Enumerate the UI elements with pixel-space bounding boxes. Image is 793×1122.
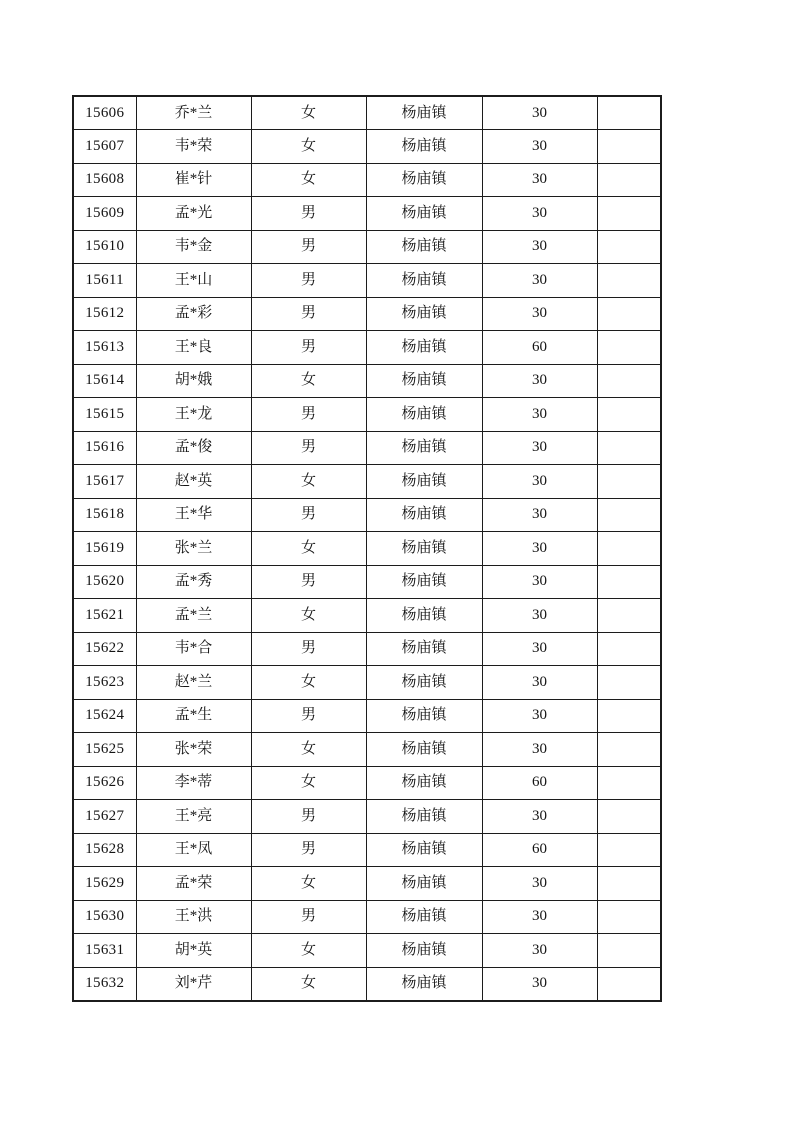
- cell-id: 15610: [73, 230, 136, 264]
- cell-town: 杨庙镇: [366, 264, 482, 298]
- cell-note: [597, 733, 661, 767]
- cell-town: 杨庙镇: [366, 498, 482, 532]
- cell-gender: 女: [251, 967, 366, 1001]
- cell-id: 15607: [73, 130, 136, 164]
- cell-note: [597, 867, 661, 901]
- cell-note: [597, 532, 661, 566]
- table-row: [73, 699, 661, 733]
- cell-id: 15626: [73, 766, 136, 800]
- cell-note: [597, 230, 661, 264]
- cell-id: 15613: [73, 331, 136, 365]
- cell-town: 杨庙镇: [366, 431, 482, 465]
- cell-amount: 30: [482, 465, 597, 499]
- cell-note: [597, 565, 661, 599]
- cell-town: 杨庙镇: [366, 565, 482, 599]
- cell-name: 张*荣: [136, 733, 251, 767]
- cell-name: 王*凤: [136, 833, 251, 867]
- cell-name: 李*蒂: [136, 766, 251, 800]
- cell-id: 15614: [73, 364, 136, 398]
- table-row: [73, 465, 661, 499]
- cell-gender: 男: [251, 264, 366, 298]
- cell-id: 15612: [73, 297, 136, 331]
- cell-note: [597, 934, 661, 968]
- cell-note: [597, 297, 661, 331]
- cell-note: [597, 967, 661, 1001]
- cell-name: 王*龙: [136, 398, 251, 432]
- cell-town: 杨庙镇: [366, 96, 482, 130]
- cell-town: 杨庙镇: [366, 967, 482, 1001]
- cell-name: 韦*合: [136, 632, 251, 666]
- cell-name: 孟*兰: [136, 599, 251, 633]
- cell-town: 杨庙镇: [366, 130, 482, 164]
- cell-amount: 30: [482, 867, 597, 901]
- cell-gender: 女: [251, 733, 366, 767]
- cell-note: [597, 163, 661, 197]
- cell-note: [597, 833, 661, 867]
- table-row: [73, 632, 661, 666]
- cell-gender: 男: [251, 498, 366, 532]
- cell-name: 张*兰: [136, 532, 251, 566]
- cell-amount: 30: [482, 264, 597, 298]
- cell-note: [597, 130, 661, 164]
- cell-name: 乔*兰: [136, 96, 251, 130]
- cell-id: 15611: [73, 264, 136, 298]
- cell-town: 杨庙镇: [366, 833, 482, 867]
- cell-town: 杨庙镇: [366, 331, 482, 365]
- cell-amount: 30: [482, 900, 597, 934]
- cell-gender: 女: [251, 532, 366, 566]
- cell-town: 杨庙镇: [366, 230, 482, 264]
- cell-name: 王*洪: [136, 900, 251, 934]
- cell-name: 孟*秀: [136, 565, 251, 599]
- cell-amount: 30: [482, 398, 597, 432]
- table-row: [73, 967, 661, 1001]
- table-row: [73, 197, 661, 231]
- cell-note: [597, 900, 661, 934]
- cell-note: [597, 599, 661, 633]
- cell-name: 孟*彩: [136, 297, 251, 331]
- cell-amount: 30: [482, 967, 597, 1001]
- cell-gender: 女: [251, 130, 366, 164]
- cell-amount: 30: [482, 130, 597, 164]
- cell-note: [597, 331, 661, 365]
- cell-id: 15620: [73, 565, 136, 599]
- cell-gender: 男: [251, 800, 366, 834]
- cell-gender: 女: [251, 766, 366, 800]
- cell-gender: 男: [251, 833, 366, 867]
- cell-id: 15627: [73, 800, 136, 834]
- cell-town: 杨庙镇: [366, 666, 482, 700]
- cell-town: 杨庙镇: [366, 766, 482, 800]
- cell-note: [597, 465, 661, 499]
- cell-id: 15606: [73, 96, 136, 130]
- cell-town: 杨庙镇: [366, 197, 482, 231]
- cell-gender: 男: [251, 197, 366, 231]
- cell-town: 杨庙镇: [366, 465, 482, 499]
- cell-town: 杨庙镇: [366, 800, 482, 834]
- cell-name: 孟*光: [136, 197, 251, 231]
- table-row: [73, 264, 661, 298]
- table-row: [73, 766, 661, 800]
- cell-amount: 30: [482, 599, 597, 633]
- table-row: [73, 565, 661, 599]
- cell-note: [597, 398, 661, 432]
- table-row: [73, 498, 661, 532]
- table-row: [73, 96, 661, 130]
- cell-id: 15615: [73, 398, 136, 432]
- table-row: [73, 130, 661, 164]
- cell-gender: 女: [251, 934, 366, 968]
- cell-note: [597, 197, 661, 231]
- table-row: [73, 431, 661, 465]
- cell-town: 杨庙镇: [366, 867, 482, 901]
- cell-amount: 30: [482, 431, 597, 465]
- table-row: [73, 800, 661, 834]
- table-row: [73, 230, 661, 264]
- cell-gender: 男: [251, 565, 366, 599]
- cell-town: 杨庙镇: [366, 699, 482, 733]
- cell-town: 杨庙镇: [366, 900, 482, 934]
- cell-id: 15624: [73, 699, 136, 733]
- cell-name: 胡*娥: [136, 364, 251, 398]
- cell-name: 王*山: [136, 264, 251, 298]
- table-row: [73, 867, 661, 901]
- cell-id: 15619: [73, 532, 136, 566]
- cell-name: 崔*针: [136, 163, 251, 197]
- cell-note: [597, 766, 661, 800]
- cell-name: 王*华: [136, 498, 251, 532]
- cell-name: 王*良: [136, 331, 251, 365]
- table-row: [73, 666, 661, 700]
- cell-id: 15622: [73, 632, 136, 666]
- cell-amount: 30: [482, 498, 597, 532]
- cell-id: 15632: [73, 967, 136, 1001]
- cell-amount: 60: [482, 833, 597, 867]
- cell-name: 王*亮: [136, 800, 251, 834]
- table-row: [73, 364, 661, 398]
- cell-name: 韦*金: [136, 230, 251, 264]
- table-row: [73, 900, 661, 934]
- cell-town: 杨庙镇: [366, 632, 482, 666]
- cell-gender: 男: [251, 297, 366, 331]
- cell-town: 杨庙镇: [366, 297, 482, 331]
- cell-name: 赵*兰: [136, 666, 251, 700]
- cell-town: 杨庙镇: [366, 733, 482, 767]
- cell-amount: 30: [482, 666, 597, 700]
- table-row: [73, 163, 661, 197]
- cell-amount: 30: [482, 733, 597, 767]
- cell-id: 15623: [73, 666, 136, 700]
- cell-id: 15617: [73, 465, 136, 499]
- cell-id: 15629: [73, 867, 136, 901]
- cell-note: [597, 800, 661, 834]
- cell-amount: 30: [482, 163, 597, 197]
- cell-id: 15625: [73, 733, 136, 767]
- cell-gender: 男: [251, 331, 366, 365]
- cell-gender: 女: [251, 364, 366, 398]
- cell-town: 杨庙镇: [366, 364, 482, 398]
- cell-amount: 60: [482, 331, 597, 365]
- table-row: [73, 934, 661, 968]
- table-row: [73, 599, 661, 633]
- cell-name: 孟*俊: [136, 431, 251, 465]
- cell-amount: 30: [482, 532, 597, 566]
- cell-amount: 30: [482, 96, 597, 130]
- cell-name: 赵*英: [136, 465, 251, 499]
- cell-note: [597, 699, 661, 733]
- cell-id: 15630: [73, 900, 136, 934]
- cell-amount: 60: [482, 766, 597, 800]
- cell-id: 15609: [73, 197, 136, 231]
- cell-gender: 男: [251, 900, 366, 934]
- cell-amount: 30: [482, 800, 597, 834]
- cell-gender: 女: [251, 599, 366, 633]
- cell-amount: 30: [482, 297, 597, 331]
- cell-id: 15631: [73, 934, 136, 968]
- cell-amount: 30: [482, 699, 597, 733]
- cell-id: 15621: [73, 599, 136, 633]
- cell-town: 杨庙镇: [366, 163, 482, 197]
- cell-note: [597, 498, 661, 532]
- cell-name: 刘*芹: [136, 967, 251, 1001]
- cell-gender: 女: [251, 867, 366, 901]
- cell-gender: 女: [251, 666, 366, 700]
- cell-name: 孟*荣: [136, 867, 251, 901]
- cell-name: 韦*荣: [136, 130, 251, 164]
- cell-gender: 男: [251, 699, 366, 733]
- cell-amount: 30: [482, 934, 597, 968]
- cell-amount: 30: [482, 565, 597, 599]
- cell-id: 15628: [73, 833, 136, 867]
- table-body: [73, 96, 661, 1001]
- cell-town: 杨庙镇: [366, 398, 482, 432]
- cell-note: [597, 264, 661, 298]
- cell-id: 15618: [73, 498, 136, 532]
- cell-note: [597, 96, 661, 130]
- cell-note: [597, 632, 661, 666]
- cell-amount: 30: [482, 364, 597, 398]
- cell-id: 15608: [73, 163, 136, 197]
- table-row: [73, 733, 661, 767]
- cell-note: [597, 364, 661, 398]
- beneficiary-table: [72, 95, 662, 1002]
- table-row: [73, 331, 661, 365]
- cell-note: [597, 666, 661, 700]
- cell-gender: 男: [251, 431, 366, 465]
- cell-id: 15616: [73, 431, 136, 465]
- cell-gender: 女: [251, 465, 366, 499]
- cell-gender: 男: [251, 230, 366, 264]
- cell-town: 杨庙镇: [366, 532, 482, 566]
- cell-amount: 30: [482, 197, 597, 231]
- cell-name: 胡*英: [136, 934, 251, 968]
- cell-gender: 男: [251, 398, 366, 432]
- cell-town: 杨庙镇: [366, 599, 482, 633]
- table-row: [73, 532, 661, 566]
- table-row: [73, 398, 661, 432]
- table-row: [73, 833, 661, 867]
- cell-note: [597, 431, 661, 465]
- cell-amount: 30: [482, 632, 597, 666]
- cell-name: 孟*生: [136, 699, 251, 733]
- cell-gender: 女: [251, 96, 366, 130]
- cell-town: 杨庙镇: [366, 934, 482, 968]
- cell-gender: 男: [251, 632, 366, 666]
- cell-gender: 女: [251, 163, 366, 197]
- cell-amount: 30: [482, 230, 597, 264]
- table-row: [73, 297, 661, 331]
